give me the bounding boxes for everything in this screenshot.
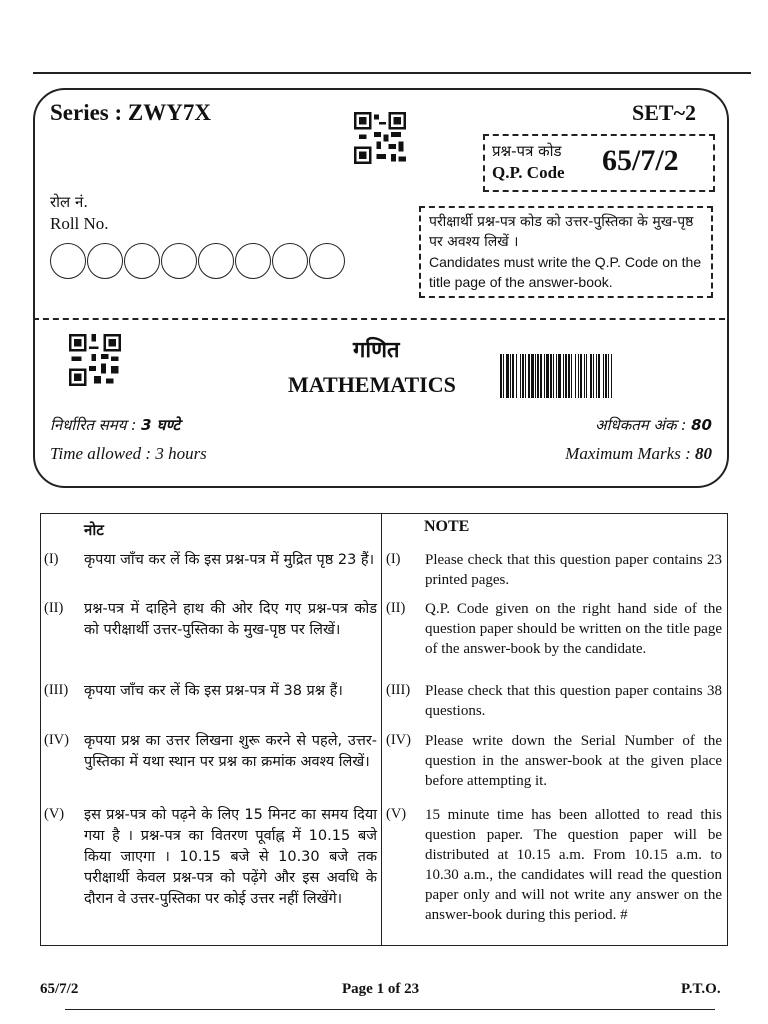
- subject-title-hindi: गणित: [353, 338, 400, 363]
- note-number-hindi: (I): [44, 551, 59, 567]
- note-text-hindi: प्रश्न-पत्र में दाहिने हाथ की ओर दिए गए प्रश्न-पत्र कोड को परीक्षार्थी उत्तर-पुस्तिका के मुख-पृष्ठ पर लिखें।: [84, 601, 377, 638]
- note-text-english: Q.P. Code given on the right hand side of the question paper should be written on the title page of the answer-book by the candidate.: [425, 601, 722, 657]
- note-text-english: 15 minute time has been allotted to read this question paper. The question paper will be distributed at 10.15 a.m. From 10.15 a.m. to 10.30 a.m., the candidates will read the question paper only and will not write any answer on the answer-book during this period. #: [425, 807, 722, 923]
- footer-pto: P.T.O.: [681, 981, 721, 997]
- time-allowed-hindi: निर्धारित समय : 3 घण्टे: [50, 416, 181, 434]
- roll-digit-box[interactable]: [124, 243, 160, 279]
- note-number-english: (III): [386, 682, 411, 698]
- footer-page-number: Page 1 of 23: [342, 981, 420, 997]
- roll-digit-box[interactable]: [272, 243, 308, 279]
- notes-heading-hindi: नोट: [84, 521, 104, 539]
- note-number-hindi: (V): [44, 806, 65, 822]
- roll-digit-box[interactable]: [198, 243, 234, 279]
- instruction-hindi: परीक्षार्थी प्रश्न-पत्र कोड को उत्तर-पुस्तिका के मुख-पृष्ठ पर अवश्य लिखें ।: [429, 214, 694, 250]
- footer-qp-code: 65/7/2: [40, 981, 79, 997]
- candidate-instruction-box: [419, 206, 713, 298]
- roll-digit-box[interactable]: [235, 243, 271, 279]
- qr-code-top: [354, 112, 406, 164]
- note-text-hindi: कृपया जाँच कर लें कि इस प्रश्न-पत्र में मुद्रित पृष्ठ 23 हैं।: [84, 552, 375, 568]
- roll-number-boxes[interactable]: [50, 243, 346, 279]
- max-marks-hindi: अधिकतम अंक : 80: [595, 416, 712, 434]
- notes-heading-english: NOTE: [424, 518, 470, 535]
- roll-digit-box[interactable]: [50, 243, 86, 279]
- qp-code-value: 65/7/2: [602, 144, 679, 177]
- time-allowed-english: Time allowed : 3 hours: [50, 444, 207, 463]
- note-number-hindi: (II): [44, 600, 64, 616]
- header-separator: [33, 318, 725, 320]
- note-text-english: Please write down the Serial Number of the question in the answer-book at the given place before attempting it.: [425, 733, 722, 789]
- note-text-english: Please check that this question paper contains 23 printed pages.: [425, 552, 722, 588]
- note-text-hindi: कृपया जाँच कर लें कि इस प्रश्न-पत्र में 38 प्रश्न हैं।: [84, 683, 343, 699]
- note-number-english: (V): [386, 806, 407, 822]
- roll-digit-box[interactable]: [161, 243, 197, 279]
- instruction-english: Candidates must write the Q.P. Code on the title page of the answer-book.: [429, 254, 702, 290]
- note-number-hindi: (IV): [44, 732, 69, 748]
- bottom-rule: [65, 1009, 715, 1010]
- note-text-english: Please check that this question paper contains 38 questions.: [425, 683, 722, 719]
- barcode: [500, 354, 712, 398]
- qp-label-hindi: प्रश्न-पत्र कोड: [492, 142, 562, 160]
- note-number-english: (II): [386, 600, 406, 616]
- roll-digit-box[interactable]: [309, 243, 345, 279]
- set-label: SET~2: [632, 100, 697, 125]
- roll-label-english: Roll No.: [50, 214, 109, 233]
- roll-label-hindi: रोल नं.: [50, 193, 89, 211]
- top-rule: [33, 72, 751, 74]
- series-label: Series : ZWY7X: [50, 100, 211, 125]
- subject-title-english: MATHEMATICS: [288, 372, 456, 397]
- roll-digit-box[interactable]: [87, 243, 123, 279]
- notes-column-divider: [381, 513, 382, 946]
- note-text-hindi: इस प्रश्न-पत्र को पढ़ने के लिए 15 मिनट का समय दिया गया है । प्रश्न-पत्र का वितरण पूर्वाह्न में 10.15 बजे किया जाएगा । 10.15 बजे से 10.30 बजे तक परीक्षार्थी केवल प्रश्न-पत्र को पढ़ेंगे और इस अवधि के दौरान वे उत्तर-पुस्तिका पर कोई उत्तर नहीं लिखेंगे।: [84, 807, 377, 907]
- qp-label-english: Q.P. Code: [492, 163, 565, 182]
- qr-code-middle: [69, 334, 121, 386]
- note-number-english: (I): [386, 551, 401, 567]
- note-number-english: (IV): [386, 732, 411, 748]
- max-marks-english: Maximum Marks : 80: [565, 444, 712, 463]
- note-number-hindi: (III): [44, 682, 69, 698]
- note-text-hindi: कृपया प्रश्न का उत्तर लिखना शुरू करने से पहले, उत्तर-पुस्तिका में यथा स्थान पर प्रश्न का क्रमांक अवश्य लिखें।: [84, 733, 377, 770]
